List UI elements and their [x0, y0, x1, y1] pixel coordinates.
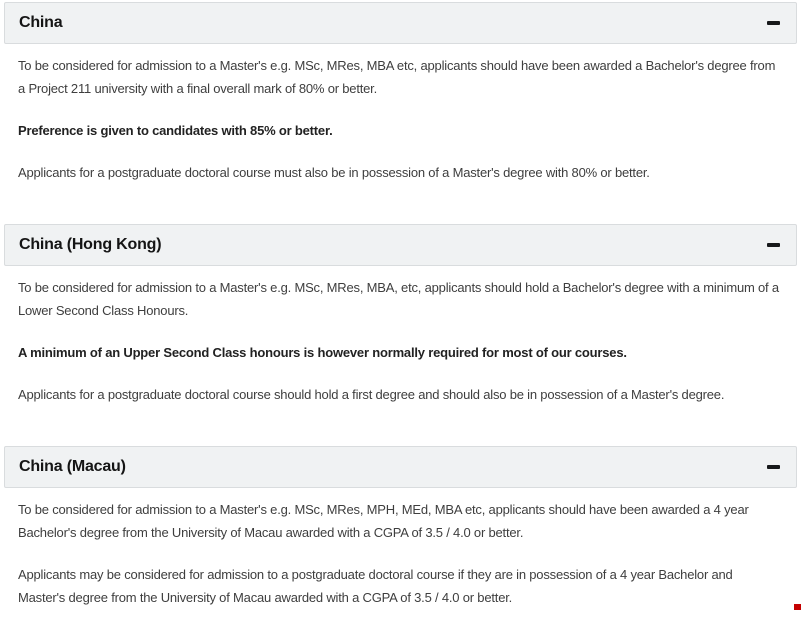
paragraph: To be considered for admission to a Master's e.g. MSc, MRes, MBA etc, applicants should have been awarded a Bachelor's degree from a Project 211 university with a final overall mark of 80% or better. — [18, 58, 776, 96]
paragraph: Applicants for a postgraduate doctoral course must also be in possession of a Master's degree with 80% or better. — [18, 165, 650, 180]
paragraph: Applicants for a postgraduate doctoral course should hold a first degree and should also be in possession of a Master's degree. — [18, 387, 725, 402]
accordion-item-china — [4, 2, 797, 196]
paragraph: Applicants may be considered for admission to a postgraduate doctoral course if they are in possession of a 4 year Bachelor and Master's degree from the University of Macau awarded with a CGPA of 3.5 / 4.0 or better. — [18, 567, 733, 605]
accordion-title-china: China — [19, 14, 63, 31]
collapse-minus-icon[interactable] — [767, 243, 780, 247]
accordion-item-china-hong-kong — [4, 224, 797, 418]
accordion-header-china[interactable] — [4, 2, 797, 44]
accordion-item-china-macau — [4, 446, 797, 621]
red-corner-mark — [794, 604, 801, 610]
paragraph: To be considered for admission to a Master's e.g. MSc, MRes, MPH, MEd, MBA etc, applicants should have been awarded a 4 year Bachelor's degree from the University of Macau awarded with a CGPA of 3.5 / 4.0 or better. — [18, 502, 749, 540]
paragraph-emphasis: A minimum of an Upper Second Class honours is however normally required for most of our courses. — [18, 345, 627, 360]
accordion-body-china-hong-kong — [4, 266, 797, 418]
paragraph: To be considered for admission to a Master's e.g. MSc, MRes, MBA, etc, applicants should hold a Bachelor's degree with a minimum of a Lower Second Class Honours. — [18, 280, 779, 318]
accordion-header-china-hong-kong[interactable] — [4, 224, 797, 266]
accordion-title-china-macau: China (Macau) — [19, 458, 126, 475]
accordion-body-china — [4, 44, 797, 196]
paragraph-emphasis: Preference is given to candidates with 85% or better. — [18, 123, 333, 138]
collapse-minus-icon[interactable] — [767, 21, 780, 25]
accordion-header-china-macau[interactable] — [4, 446, 797, 488]
accordion-body-china-macau — [4, 488, 797, 621]
collapse-minus-icon[interactable] — [767, 465, 780, 469]
accordion-title-china-hong-kong: China (Hong Kong) — [19, 236, 162, 253]
